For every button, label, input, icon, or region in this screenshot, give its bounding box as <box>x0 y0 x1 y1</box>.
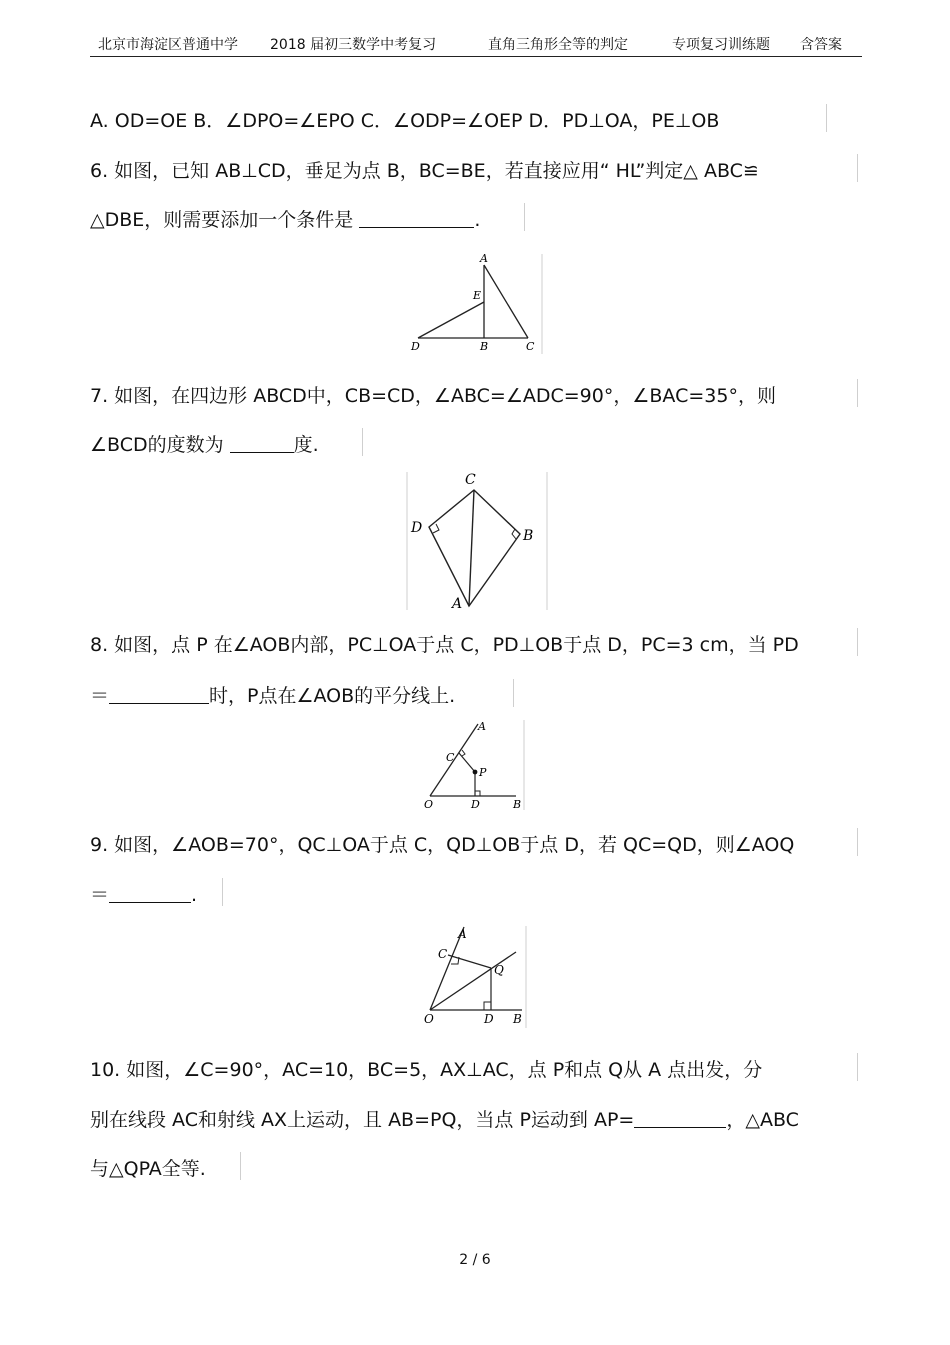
q10-answer-blank[interactable] <box>634 1109 726 1128</box>
header-kind: 专项复习训练题 <box>672 37 770 53</box>
label-d: D <box>411 340 420 353</box>
q6-tail: . <box>474 209 481 231</box>
divider <box>857 828 858 856</box>
q8-line2 <box>90 681 455 708</box>
page-header <box>90 30 862 57</box>
label-a: A <box>458 927 467 941</box>
divider <box>857 1053 858 1081</box>
q6-figure <box>405 252 545 357</box>
q6-answer-blank[interactable] <box>359 209 474 228</box>
header-course: 2018 届初三数学中考复习 <box>270 37 437 53</box>
divider <box>826 104 827 132</box>
q9-text: ＝ <box>90 884 110 906</box>
divider <box>362 428 363 456</box>
point-p <box>473 770 478 775</box>
label-c: C <box>438 947 448 961</box>
segment-ac <box>484 265 528 338</box>
q10-tail: ，△ABC <box>726 1109 799 1131</box>
divider <box>222 878 223 906</box>
q9-answer-blank[interactable] <box>109 884 191 903</box>
q7-line2 <box>90 430 319 457</box>
label-b: B <box>523 528 534 544</box>
label-a: A <box>478 720 486 733</box>
header-topic: 直角三角形全等的判定 <box>488 37 628 53</box>
label-c: C <box>465 472 476 488</box>
divider <box>857 154 858 182</box>
label-o: O <box>424 798 434 811</box>
page-number: 2 / 6 <box>459 1252 491 1268</box>
right-angle-c <box>462 750 465 756</box>
q8-tail: 时，P点在∠AOB的平分线上. <box>209 685 456 707</box>
segment-qc <box>448 955 491 968</box>
divider <box>857 379 858 407</box>
label-c: C <box>526 340 535 353</box>
q7-line1: 7. 如图，在四边形 ABCD中，CB=CD，∠ABC=∠ADC=90°，∠BAC=35°，则 <box>90 385 776 407</box>
q7-answer-blank[interactable] <box>230 434 294 453</box>
label-a: A <box>452 596 463 612</box>
label-q: Q <box>494 963 504 977</box>
diagonal-ac <box>469 490 474 606</box>
q6-line2 <box>90 205 480 232</box>
q10-line2 <box>90 1105 799 1132</box>
label-d: D <box>471 798 480 811</box>
label-b: B <box>513 798 522 811</box>
label-d: D <box>411 520 423 536</box>
q8-line1: 8. 如图，点 P 在∠AOB内部，PC⊥OA于点 C，PD⊥OB于点 D，PC=3 cm，当 PD <box>90 634 799 656</box>
q10-text: 别在线段 AC和射线 AX上运动，且 AB=PQ，当点 P运动到 AP= <box>90 1109 635 1131</box>
q8-text: ＝ <box>90 685 110 707</box>
label-b: B <box>480 340 489 353</box>
q9-line1: 9. 如图，∠AOB=70°，QC⊥OA于点 C，QD⊥OB于点 D，若 QC=QD，则∠AOQ <box>90 834 795 856</box>
q7-figure <box>405 468 550 613</box>
divider <box>524 203 525 231</box>
q6-line1: 6. 如图，已知 AB⊥CD，垂足为点 B，BC=BE，若直接应用“ HL”判定△ ABC≌ <box>90 160 759 182</box>
right-angle-d <box>484 1002 491 1010</box>
right-angle-d <box>433 524 439 533</box>
label-p: P <box>479 766 487 779</box>
q7-text: ∠BCD的度数为 <box>90 434 230 456</box>
q9-line2 <box>90 880 197 907</box>
divider <box>857 628 858 656</box>
q8-answer-blank[interactable] <box>109 685 209 704</box>
q5-options: A. OD=OE B．∠DPO=∠EPO C．∠ODP=∠OEP D．PD⊥OA，PE⊥OB <box>90 110 720 132</box>
label-e: E <box>473 289 482 302</box>
label-b: B <box>513 1012 522 1026</box>
label-d: D <box>484 1012 494 1026</box>
q10-line1: 10. 如图，∠C=90°，AC=10，BC=5，AX⊥AC，点 P和点 Q从 A 点出发，分 <box>90 1059 763 1081</box>
segment-pc <box>459 753 475 772</box>
label-c: C <box>446 751 455 764</box>
divider <box>240 1152 241 1180</box>
q9-figure <box>418 922 530 1030</box>
right-angle-d <box>475 791 480 796</box>
q10-line3: 与△QPA全等. <box>90 1158 206 1180</box>
q9-tail: . <box>191 884 198 906</box>
header-answers: 含答案 <box>800 37 842 53</box>
label-o: O <box>424 1012 434 1026</box>
q8-figure <box>418 716 528 812</box>
header-school: 北京市海淀区普通中学 <box>98 37 238 53</box>
q7-tail: 度. <box>293 434 319 456</box>
label-a: A <box>480 252 488 265</box>
segment-de <box>418 302 484 338</box>
q6-text: △DBE，则需要添加一个条件是 <box>90 209 360 231</box>
divider <box>513 679 514 707</box>
quadrilateral-abcd <box>429 490 520 606</box>
